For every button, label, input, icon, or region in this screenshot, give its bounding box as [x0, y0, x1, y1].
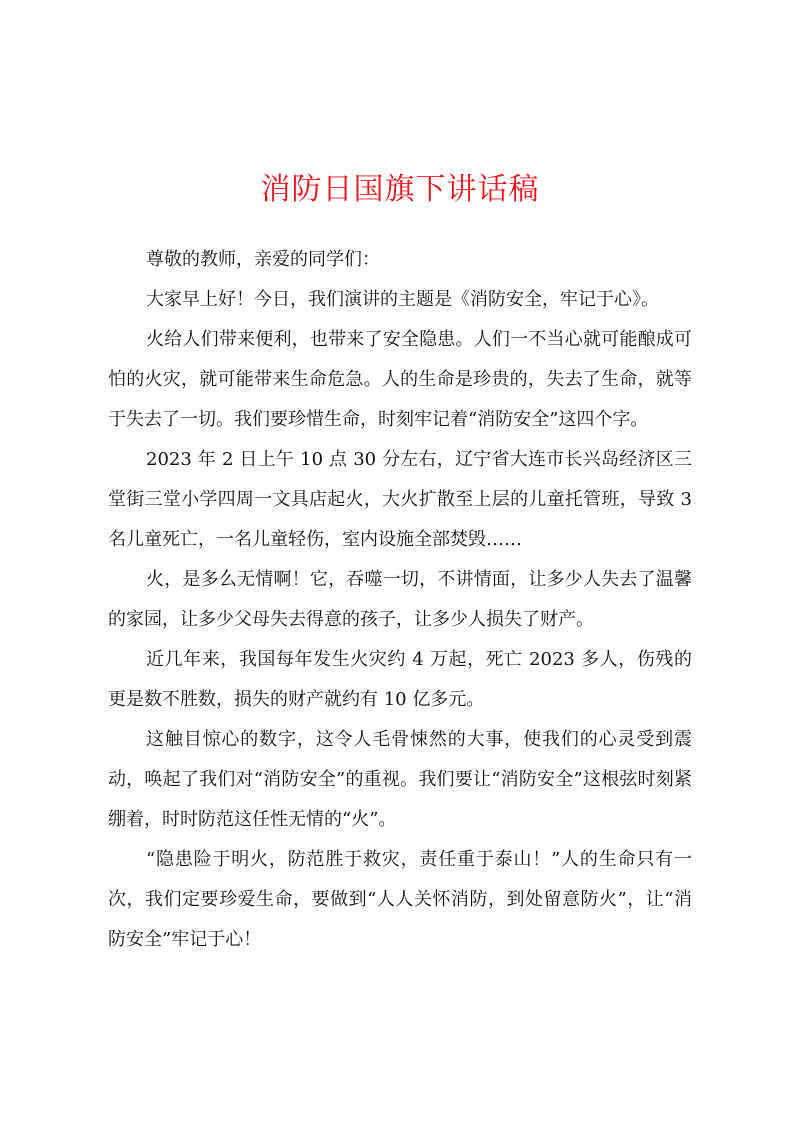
paragraph-incident: 2023 年 2 日上午 10 点 30 分左右，辽宁省大连市长兴岛经济区三堂街三堂小学四周一文具店起火，大火扩散至上层的儿童托管班，导致 3 名儿童死亡，一名儿童轻伤，室内设施全部焚毁……	[108, 449, 692, 550]
document-body	[108, 240, 692, 960]
paragraph-fire-ruthless: 火，是多么无情啊！它，吞噬一切，不讲情面，让多少人失去了温馨的家园，让多少父母失去得意的孩子，让多少人损失了财产。	[108, 569, 692, 630]
salutation: 尊敬的教师，亲爱的同学们：	[146, 249, 380, 270]
paragraph-conclusion: “隐患险于明火，防范胜于救灾，责任重于泰山！”人的生命只有一次，我们定要珍爱生命，要做到“人人关怀消防，到处留意防火”，让“消防安全”牢记于心！	[108, 849, 692, 950]
paragraph-fire-danger: 火给人们带来便利，也带来了安全隐患。人们一不当心就可能酿成可怕的火灾，就可能带来生命危急。人的生命是珍贵的，失去了生命，就等于失去了一切。我们要珍惜生命，时刻牢记着“消防安全”这四个字。	[108, 329, 692, 430]
paragraph-statistics: 近几年来，我国每年发生火灾约 4 万起，死亡 2023 多人，伤残的更是数不胜数，损失的财产就约有 10 亿多元。	[108, 649, 692, 710]
page-title: 消防日国旗下讲话稿	[260, 172, 540, 207]
paragraph-awareness: 这触目惊心的数字，这令人毛骨悚然的大事，使我们的心灵受到震动，唤起了我们对“消防安全”的重视。我们要让“消防安全”这根弦时刻紧绷着，时时防范这任性无情的“火”。	[108, 729, 692, 830]
paragraph-greeting: 大家早上好！今日，我们演讲的主题是《消防安全，牢记于心》。	[146, 289, 659, 310]
